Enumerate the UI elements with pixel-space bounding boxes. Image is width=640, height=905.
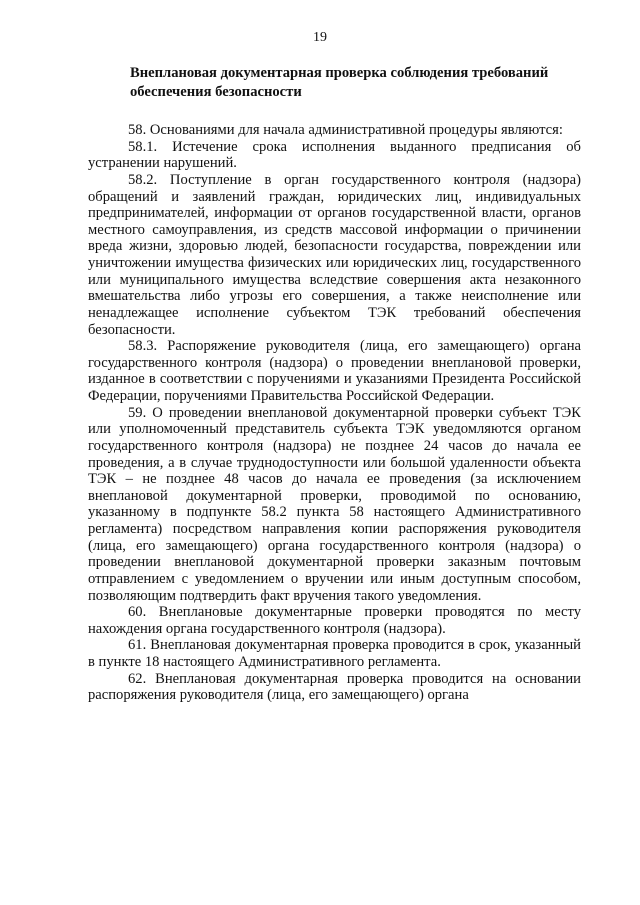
paragraph-61: 61. Внеплановая документарная проверка проводится в срок, указанный в пункте 18 настоящего Административного регламента. — [88, 637, 581, 670]
paragraph-58-2: 58.2. Поступление в орган государственного контроля (надзора) обращений и заявлений граждан, юридических лиц, индивидуальных предпринимателей, информации от органов государственной власти, органов местного самоуправления, из средств массовой информации о причинении вреда жизни, здоровью людей, безопасности государства, повреждении или уничтожении имущества физических или юридических лиц, государственного или муниципального имущества вследствие совершения акта незаконного вмешательства либо угрозы его совершения, а также неисполнение или ненадлежащее исполнение субъектом ТЭК требований обеспечения безопасности. — [88, 171, 581, 338]
paragraph-58: 58. Основаниями для начала административной процедуры являются: — [128, 122, 563, 138]
document-body — [88, 122, 581, 704]
paragraph-58-1: 58.1. Истечение срока исполнения выданного предписания об устранении нарушений. — [88, 138, 581, 172]
paragraph-58-3: 58.3. Распоряжение руководителя (лица, его замещающего) органа государственного контроля (надзора) о проведении внеплановой проверки, изданное в соответствии с поручениями и указаниями Президента Российской Федерации, поручениями Правительства Российской Федерации. — [88, 338, 581, 404]
paragraph-60: 60. Внеплановые документарные проверки проводятся по месту нахождения органа государственного контроля (надзора). — [88, 604, 581, 637]
paragraph-59: 59. О проведении внеплановой документарной проверки субъект ТЭК или уполномоченный представитель субъекта ТЭК уведомляются органом государственного контроля (надзора) не позднее 24 часов до начала ее проведения, а в случае труднодоступности или большой удаленности объекта ТЭК – не позднее 48 часов до начала ее проведения (за исключением внеплановой документарной проверки, проводимой по основанию, указанному в подпункте 58.2 пункта 58 настоящего Административного регламента) посредством направления копии распоряжения руководителя (лица, его замещающего) органа государственного контроля (надзора) о проведении внеплановой документарной проверки заказным почтовым отправлением с уведомлением о вручении или иным доступным способом, позволяющим подтвердить факт вручения такого уведомления. — [88, 404, 581, 604]
section-title: Внеплановая документарная проверка соблюдения требований обеспечения безопасности — [130, 65, 549, 100]
paragraph-62: 62. Внеплановая документарная проверка проводится на основании распоряжения руководителя (лица, его замещающего) органа — [88, 670, 581, 704]
page-number: 19 — [313, 30, 327, 45]
